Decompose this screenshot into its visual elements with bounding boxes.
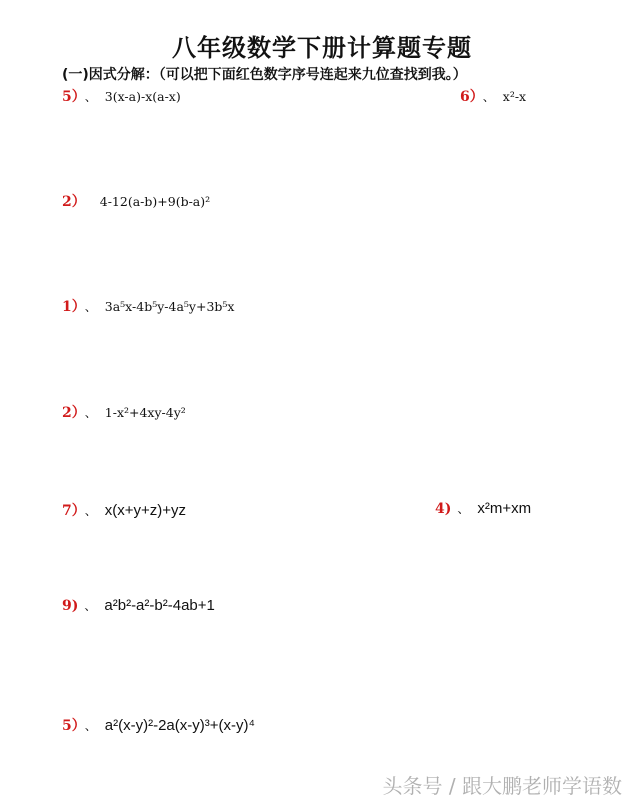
problem-separator: 、	[84, 300, 97, 314]
problem-separator: 、	[84, 90, 97, 104]
problem-number: 7）	[62, 503, 79, 519]
problem-number: 6）	[460, 89, 477, 105]
problem-separator: 、	[84, 504, 97, 518]
problem-item	[62, 296, 234, 316]
problem-item	[460, 86, 526, 106]
watermark-text: 头条号 / 跟大鹏老师学语数	[382, 774, 622, 798]
problem-number: 9)	[62, 598, 79, 614]
problem-separator: 、	[84, 599, 97, 613]
problem-number: 2）	[62, 194, 86, 210]
problem-item	[62, 86, 181, 106]
problem-expression: a²(x-y)²-2a(x-y)³+(x-y)⁴	[104, 717, 255, 734]
problem-expression: 3a⁵x-4b⁵y-4a⁵y+3b⁵x	[104, 299, 235, 314]
problem-item	[62, 191, 210, 211]
problem-expression: 1-x²+4xy-4y²	[104, 405, 186, 420]
problem-separator: 、	[482, 90, 495, 104]
problem-expression: 4-12(a-b)+9(b-a)²	[99, 194, 211, 209]
problem-item	[435, 500, 531, 517]
problem-expression: 3(x-a)-x(a-x)	[104, 89, 181, 104]
problem-separator: 、	[84, 406, 97, 420]
problem-item	[62, 715, 255, 735]
problem-number: 5）	[62, 89, 79, 105]
problem-item	[62, 597, 215, 614]
problem-expression: x²m+xm	[477, 500, 532, 517]
problem-expression: x(x+y+z)+yz	[104, 502, 187, 519]
problem-number: 2）	[62, 405, 79, 421]
problem-number: 5）	[62, 718, 79, 734]
problem-separator: 、	[84, 719, 97, 733]
problem-item	[62, 500, 186, 520]
problem-item	[62, 402, 186, 422]
problem-number: 4)	[435, 501, 452, 517]
section-subtitle: (一)因式分解：（可以把下面红色数字序号连起来九位查找到我。）	[62, 67, 467, 83]
page-title: 八年级数学下册计算题专题	[172, 33, 472, 62]
problem-number: 1）	[62, 299, 79, 315]
problem-separator: 、	[457, 502, 470, 516]
problem-expression: a²b²-a²-b²-4ab+1	[104, 597, 215, 614]
problem-expression: x²-x	[502, 89, 527, 104]
